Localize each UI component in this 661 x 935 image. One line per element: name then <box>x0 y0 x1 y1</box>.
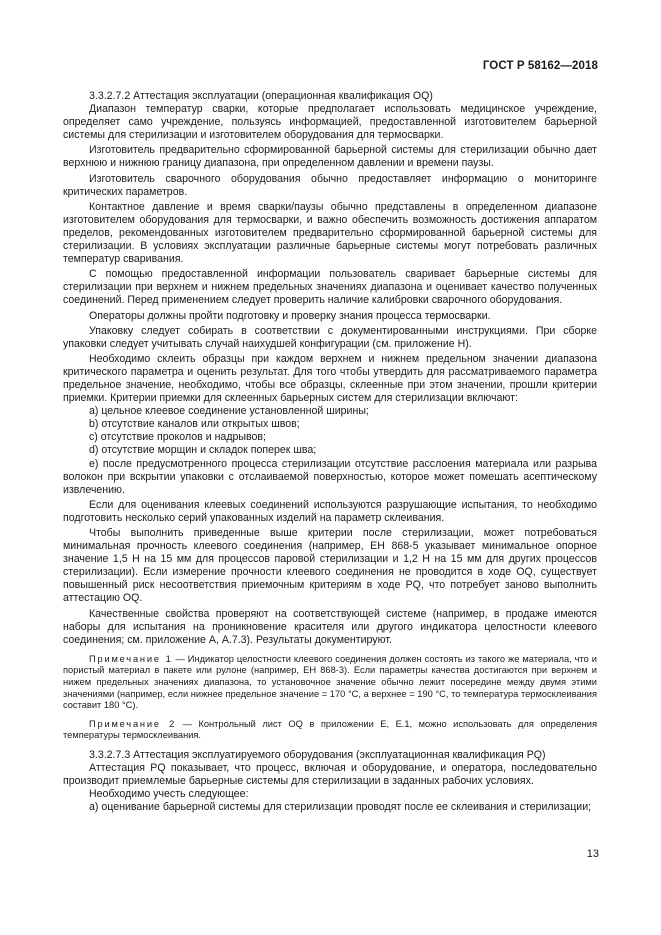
list-item: e) после предусмотренного процесса стерилизации отсутствие расслоения материала или разрыва волокон при вскрытии упаковки с отслаиваемой поверхностью, которое может помешать асептическому извлечению. <box>63 457 597 496</box>
paragraph: Изготовитель сварочного оборудования обычно предоставляет информацию о мониторинге критических параметров. <box>63 172 597 198</box>
paragraph: С помощью предоставленной информации пользователь сваривает барьерные системы для стерилизации при верхнем и нижнем предельных значениях диапазона и оценивает качество полученных соединений. Перед применением следует проверить наличие калибровки сварочного оборудования. <box>63 268 597 307</box>
list-item: b) отсутствие каналов или открытых швов; <box>89 418 300 431</box>
paragraph: Аттестация PQ показывает, что процесс, включая и оборудование, и оператора, последовательно производит приемлемые барьерные системы для стерилизации в заданных рабочих условиях. <box>63 762 597 788</box>
note-label: Примечание 2 <box>89 718 177 729</box>
note-2 <box>63 719 597 742</box>
note-1 <box>63 654 597 712</box>
paragraph: Необходимо склеить образцы при каждом верхнем и нижнем предельном значении диапазона критического параметра и оценить результат. Для того чтобы утвердить для рассматриваемого параметра предельное значение, необходимо, чтобы все образцы, склеенные при этом значении, прошли критерии приемки. Критерии приемки для склеенных барьерных систем для стерилизации включают: <box>63 352 597 405</box>
paragraph: Контактное давление и время сварки/паузы обычно представлены в определенном диапазоне изготовителем оборудования для термосварки, и важно обеспечить возможность достижения аппаратом пределов, рекомендованных изготовителем предварительно сформированной барьерной системы для стерилизации. В условиях эксплуатации различные барьерные системы могут потребовать различных температур сваривания. <box>63 200 597 266</box>
paragraph: Операторы должны пройти подготовку и проверку знания процесса термосварки. <box>89 309 491 322</box>
paragraph: Если для оценивания клеевых соединений используются разрушающие испытания, то необходимо подготовить несколько серий упакованных изделий на параметр склеивания. <box>63 498 597 524</box>
list-item: d) отсутствие морщин и складок поперек шва; <box>89 444 317 457</box>
page-number: 13 <box>586 848 599 860</box>
note-label: Примечание 1 <box>89 653 173 664</box>
list-item: a) оценивание барьерной системы для стерилизации проводят после ее склеивания и стерилизации; <box>89 801 592 814</box>
paragraph: Качественные свойства проверяют на соответствующей системе (например, в продаже имеются наборы для испытания на проникновение красителя или другого индикатора целостности клеевого соединения; см. приложение А, А.7.3). Результаты документируют. <box>63 607 597 646</box>
paragraph: Упаковку следует собирать в соответствии с документированными инструкциями. При сборке упаковки следует учитывать случай наихудшей конфигурации (см. приложение H). <box>63 324 597 350</box>
list-item: c) отсутствие проколов и надрывов; <box>89 431 266 444</box>
standard-number: ГОСТ Р 58162—2018 <box>482 60 598 72</box>
list-item: a) цельное клеевое соединение установленной ширины; <box>89 405 369 418</box>
paragraph: Диапазон температур сварки, которые предполагает использовать медицинское учреждение, определяет само учреждение, пользуясь информацией, предоставленной изготовителем барьерной системы для стерилизации и изготовителем оборудования для термосварки. <box>63 103 597 142</box>
section-heading-3-3-2-7-3: 3.3.2.7.3 Аттестация эксплуатируемого оборудования (эксплуатационная квалификация PQ) <box>89 749 546 761</box>
note-text: — Индикатор целостности клеевого соединения должен состоять из такого же материала, что и пористый материал в пакете или рулоне (например, ЕН 868-3). Если параметры качества достигаются при верхнем и нижем предельных значениях диапазона, то установочное значение обычно лежит посередине между двумя этими значениями (например, если нижнее предельное значение = 170 °С, а верхнее = 190 °С, то температура термосклеивания составит 180 °С). <box>63 653 597 711</box>
paragraph: Необходимо учесть следующее: <box>89 788 249 801</box>
paragraph: Чтобы выполнить приведенные выше критерии после стерилизации, может потребоваться минимальная прочность клеевого соединения (например, ЕН 868-5 указывает минимальное опорное значение 1,5 Н на 15 мм для процессов паровой стерилизации и 1,2 Н на 15 мм для других процессов стерилизации). Если измерение прочности клеевого соединения не проводится в ходе OQ, существует повышенный риск несоответствия приемочным критериям в ходе PQ, что потребует заново выполнить аттестацию OQ. <box>63 527 597 605</box>
document-body <box>63 90 597 814</box>
paragraph: Изготовитель предварительно сформированной барьерной системы для стерилизации обычно дает верхнюю и нижнюю границу диапазона, при определенном давлении и времени паузы. <box>63 144 597 170</box>
section-heading-3-3-2-7-2: 3.3.2.7.2 Аттестация эксплуатации (операционная квалификация OQ) <box>89 90 433 102</box>
note-text: — Контрольный лист OQ в приложении Е, Е.1, можно использовать для определения температуры термосклеивания. <box>63 718 597 741</box>
